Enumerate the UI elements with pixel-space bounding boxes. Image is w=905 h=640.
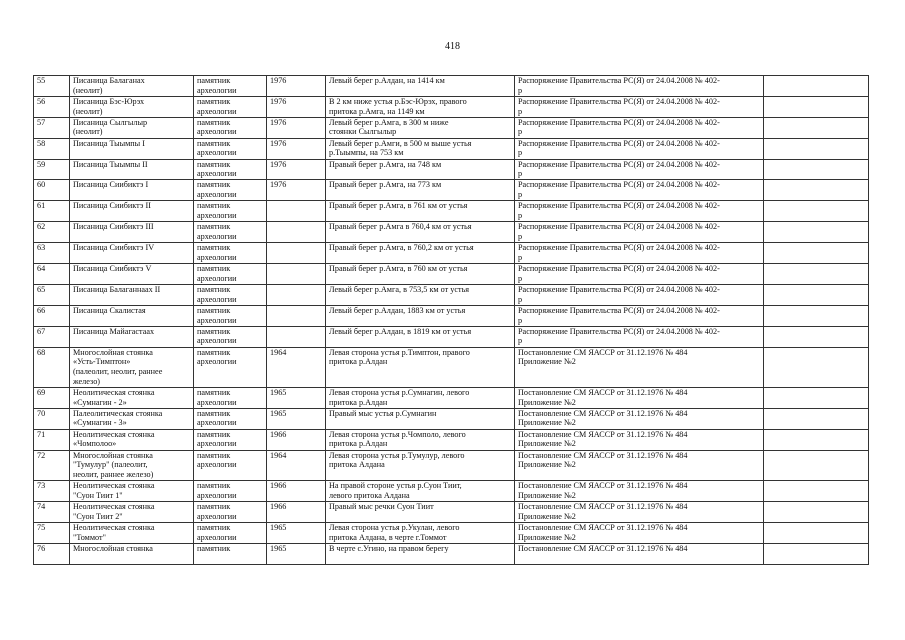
cell-extra [764,429,869,450]
cell-extra [764,284,869,305]
cell-number: 73 [34,481,70,502]
table-row [34,117,869,138]
cell-document: Постановление СМ ЯАССР от 31.12.1976 № 484 Приложение №2 [515,429,764,450]
cell-year: 1976 [267,180,326,201]
page-number: 418 [445,41,460,52]
cell-extra [764,450,869,481]
table-row [34,305,869,326]
cell-extra [764,222,869,243]
cell-location: Правый берег р.Амга, в 760 км от устья [326,264,515,285]
cell-year [267,326,326,347]
cell-monument-name: Неолитическая стоянка «Чомполоо» [70,429,194,450]
cell-location: Левый берег р.Алдан, на 1414 км [326,76,515,97]
cell-extra [764,408,869,429]
cell-number: 65 [34,284,70,305]
cell-location: Левый берег р.Амги, в 500 м выше устья р.Тыымпы, на 753 км [326,138,515,159]
cell-number: 74 [34,502,70,523]
cell-number: 72 [34,450,70,481]
table-row [34,159,869,180]
cell-location: Левый берег р.Алдан, 1883 км от устья [326,305,515,326]
cell-monument-name: Писаница Балаганах (неолит) [70,76,194,97]
cell-document: Постановление СМ ЯАССР от 31.12.1976 № 484 Приложение №2 [515,522,764,543]
cell-monument-name: Писаница Балаганнаах II [70,284,194,305]
table-row [34,201,869,222]
cell-year: 1966 [267,429,326,450]
table-row [34,284,869,305]
cell-document: Распоряжение Правительства РС(Я) от 24.04.2008 № 402- р [515,326,764,347]
cell-year [267,264,326,285]
table-row [34,264,869,285]
cell-document: Распоряжение Правительства РС(Я) от 24.04.2008 № 402- р [515,117,764,138]
cell-number: 57 [34,117,70,138]
cell-monument-name: Писаница Сылгылыр (неолит) [70,117,194,138]
cell-extra [764,481,869,502]
cell-monument-type: памятник археологии [194,429,267,450]
cell-year [267,222,326,243]
cell-number: 76 [34,543,70,564]
cell-monument-name: Писаница Майагастаах [70,326,194,347]
cell-document: Постановление СМ ЯАССР от 31.12.1976 № 484 Приложение №2 [515,502,764,523]
cell-monument-name: Писаница Сиибиктэ V [70,264,194,285]
table-row [34,481,869,502]
cell-location: В 2 км ниже устья р.Бэс-Юрэх, правого притока р.Амга, на 1149 км [326,96,515,117]
cell-monument-name: Многослойная стоянка "Тумулур" (палеолит, неолит, раннее железо) [70,450,194,481]
cell-monument-type: памятник археологии [194,502,267,523]
cell-year: 1965 [267,408,326,429]
table-row [34,138,869,159]
cell-monument-type: памятник археологии [194,180,267,201]
table-row [34,243,869,264]
cell-number: 63 [34,243,70,264]
cell-monument-name: Писаница Тыымпы II [70,159,194,180]
cell-location: Левая сторона устья р.Тумулур, левого притока Алдана [326,450,515,481]
cell-year [267,201,326,222]
cell-extra [764,305,869,326]
cell-extra [764,522,869,543]
cell-monument-name: Палеолитическая стоянка «Сумнагин - 3» [70,408,194,429]
cell-year: 1965 [267,522,326,543]
cell-monument-type: памятник археологии [194,284,267,305]
cell-document: Распоряжение Правительства РС(Я) от 24.04.2008 № 402- р [515,159,764,180]
cell-monument-name: Писаница Сиибиктэ I [70,180,194,201]
table-body [34,76,869,565]
cell-monument-type: памятник археологии [194,522,267,543]
cell-extra [764,543,869,564]
cell-monument-type: памятник археологии [194,326,267,347]
cell-monument-type: памятник археологии [194,408,267,429]
cell-number: 69 [34,387,70,408]
cell-document: Распоряжение Правительства РС(Я) от 24.04.2008 № 402- р [515,96,764,117]
cell-monument-type: памятник археологии [194,387,267,408]
cell-monument-name: Неолитическая стоянка "Томмот" [70,522,194,543]
cell-monument-type: памятник археологии [194,243,267,264]
cell-monument-name: Неолитическая стоянка «Сумнагин - 2» [70,387,194,408]
cell-extra [764,243,869,264]
cell-number: 67 [34,326,70,347]
cell-extra [764,201,869,222]
cell-location: Левая сторона устья р.Сумнагин, левого притока р.Алдан [326,387,515,408]
cell-year: 1976 [267,159,326,180]
cell-number: 62 [34,222,70,243]
cell-document: Распоряжение Правительства РС(Я) от 24.04.2008 № 402- р [515,284,764,305]
cell-location: Правый берег р.Амга, в 761 км от устья [326,201,515,222]
cell-monument-name: Писаница Сиибиктэ II [70,201,194,222]
cell-location: Правый мыс устья р.Сумнагин [326,408,515,429]
cell-location: Левый берег р.Амга, в 300 м ниже стоянки Сылгылыр [326,117,515,138]
cell-number: 68 [34,347,70,387]
cell-monument-type: памятник археологии [194,76,267,97]
cell-extra [764,502,869,523]
cell-document: Постановление СМ ЯАССР от 31.12.1976 № 484 Приложение №2 [515,347,764,387]
table-row [34,76,869,97]
cell-number: 71 [34,429,70,450]
cell-number: 75 [34,522,70,543]
cell-monument-name: Писаница Скалистая [70,305,194,326]
cell-extra [764,138,869,159]
cell-document: Распоряжение Правительства РС(Я) от 24.04.2008 № 402- р [515,264,764,285]
cell-monument-type: памятник [194,543,267,564]
table-row [34,429,869,450]
cell-location: Левая сторона устья р.Чомполо, левого притока р.Алдан [326,429,515,450]
cell-monument-name: Писаница Сиибиктэ IV [70,243,194,264]
cell-monument-type: памятник археологии [194,481,267,502]
cell-extra [764,264,869,285]
cell-monument-name: Писаница Сиибиктэ III [70,222,194,243]
cell-location: Правый берег р.Амга, в 760,2 км от устья [326,243,515,264]
cell-monument-name: Неолитическая стоянка "Суон Тиит 2" [70,502,194,523]
cell-document: Распоряжение Правительства РС(Я) от 24.04.2008 № 402- р [515,76,764,97]
cell-year: 1976 [267,138,326,159]
table-row [34,450,869,481]
cell-extra [764,347,869,387]
cell-year: 1976 [267,96,326,117]
cell-location: Правый берег р.Амга, на 748 км [326,159,515,180]
table-row [34,543,869,564]
cell-location: Правый берег р.Амга в 760,4 км от устья [326,222,515,243]
cell-year: 1964 [267,347,326,387]
cell-location: Правый берег р.Амга, на 773 км [326,180,515,201]
cell-extra [764,180,869,201]
table-row [34,502,869,523]
table-row [34,222,869,243]
cell-location: Левый берег р.Амга, в 753,5 км от устья [326,284,515,305]
cell-year [267,305,326,326]
cell-document: Постановление СМ ЯАССР от 31.12.1976 № 484 Приложение №2 [515,450,764,481]
cell-monument-type: памятник археологии [194,117,267,138]
table-row [34,408,869,429]
cell-document: Постановление СМ ЯАССР от 31.12.1976 № 484 Приложение №2 [515,481,764,502]
cell-monument-type: памятник археологии [194,138,267,159]
cell-monument-name: Многослойная стоянка «Усть-Тимптон» (палеолит, неолит, раннее железо) [70,347,194,387]
cell-year [267,243,326,264]
monuments-table [33,75,869,565]
cell-monument-type: памятник археологии [194,347,267,387]
cell-monument-type: памятник археологии [194,159,267,180]
cell-year: 1964 [267,450,326,481]
cell-extra [764,96,869,117]
cell-document: Распоряжение Правительства РС(Я) от 24.04.2008 № 402- р [515,180,764,201]
cell-monument-type: памятник археологии [194,222,267,243]
cell-number: 55 [34,76,70,97]
cell-number: 66 [34,305,70,326]
cell-document: Распоряжение Правительства РС(Я) от 24.04.2008 № 402- р [515,243,764,264]
cell-document: Постановление СМ ЯАССР от 31.12.1976 № 484 Приложение №2 [515,408,764,429]
cell-monument-name: Писаница Тыымпы I [70,138,194,159]
cell-location: На правой стороне устья р.Суон Тиит, левого притока Алдана [326,481,515,502]
table-row [34,326,869,347]
cell-number: 58 [34,138,70,159]
cell-year: 1976 [267,76,326,97]
cell-monument-type: памятник археологии [194,201,267,222]
cell-monument-type: памятник археологии [194,305,267,326]
table-row [34,180,869,201]
cell-year: 1976 [267,117,326,138]
cell-location: В черте с.Угино, на правом берегу [326,543,515,564]
cell-document: Постановление СМ ЯАССР от 31.12.1976 № 484 Приложение №2 [515,387,764,408]
cell-extra [764,76,869,97]
cell-extra [764,387,869,408]
cell-number: 64 [34,264,70,285]
cell-document: Распоряжение Правительства РС(Я) от 24.04.2008 № 402- р [515,222,764,243]
cell-year [267,284,326,305]
cell-extra [764,117,869,138]
cell-monument-name: Многослойная стоянка [70,543,194,564]
cell-number: 56 [34,96,70,117]
cell-monument-type: памятник археологии [194,450,267,481]
cell-monument-name: Неолитическая стоянка "Суон Тиит 1" [70,481,194,502]
cell-document: Распоряжение Правительства РС(Я) от 24.04.2008 № 402- р [515,138,764,159]
cell-location: Левая сторона устья р.Тимптон, правого притока р.Алдан [326,347,515,387]
cell-location: Левый берег р.Алдан, в 1819 км от устья [326,326,515,347]
cell-number: 61 [34,201,70,222]
cell-location: Левая сторона устья р.Укулан, левого притока Алдана, в черте г.Томмот [326,522,515,543]
table-row [34,347,869,387]
cell-monument-type: памятник археологии [194,96,267,117]
table-row [34,387,869,408]
cell-number: 60 [34,180,70,201]
cell-number: 70 [34,408,70,429]
cell-year: 1965 [267,543,326,564]
cell-extra [764,326,869,347]
cell-document: Распоряжение Правительства РС(Я) от 24.04.2008 № 402- р [515,305,764,326]
cell-monument-name: Писаница Бэс-Юрэх (неолит) [70,96,194,117]
cell-document: Постановление СМ ЯАССР от 31.12.1976 № 484 [515,543,764,564]
cell-number: 59 [34,159,70,180]
cell-monument-type: памятник археологии [194,264,267,285]
cell-year: 1966 [267,481,326,502]
table-row [34,522,869,543]
table-row [34,96,869,117]
cell-year: 1966 [267,502,326,523]
cell-location: Правый мыс речки Суон Тиит [326,502,515,523]
cell-document: Распоряжение Правительства РС(Я) от 24.04.2008 № 402- р [515,201,764,222]
cell-year: 1965 [267,387,326,408]
cell-extra [764,159,869,180]
